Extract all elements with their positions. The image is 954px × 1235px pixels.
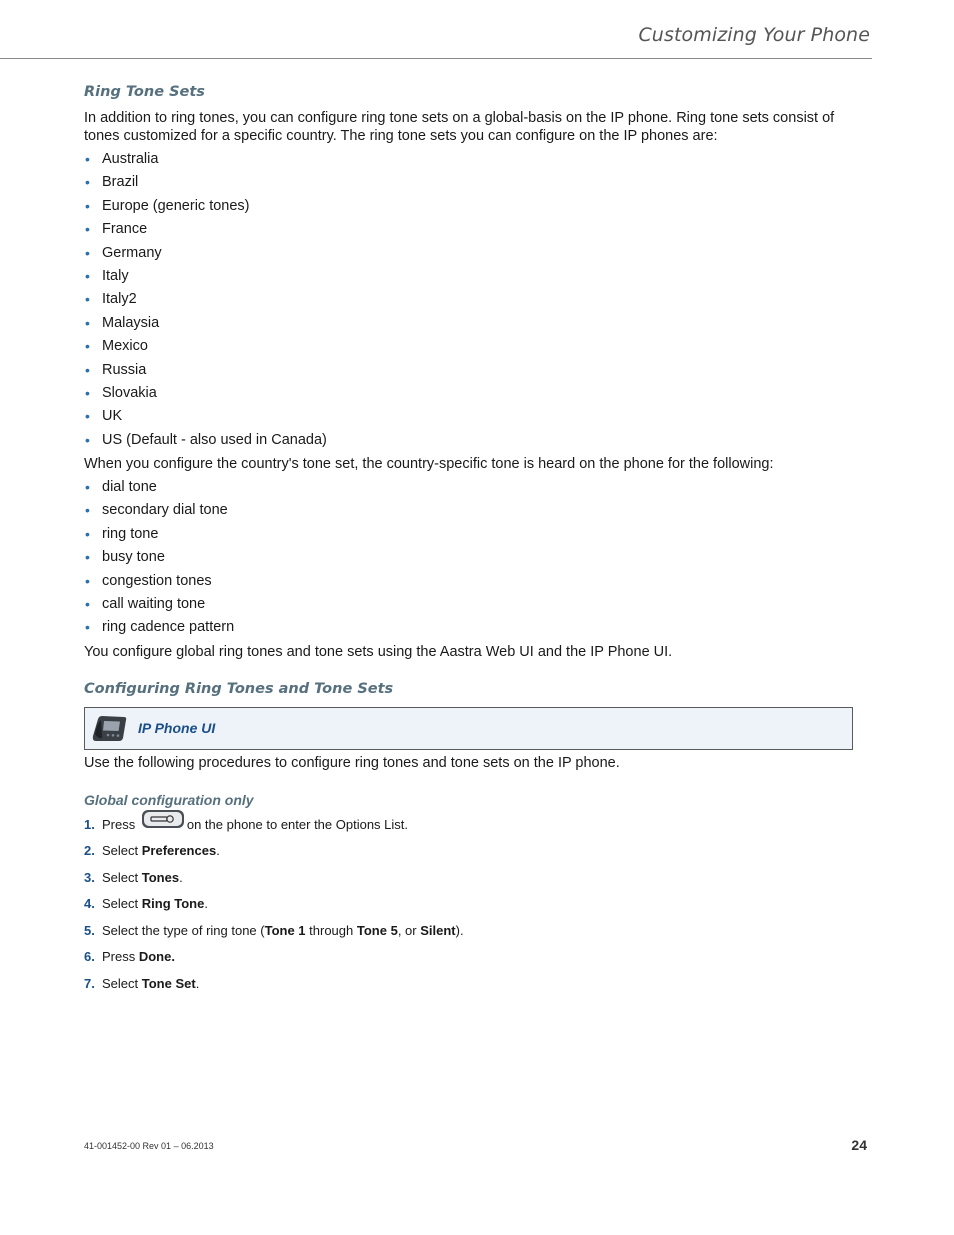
list-item: • Russia xyxy=(85,361,147,378)
tone-intro-paragraph: When you configure the country's tone set, the country-specific tone is heard on the phone for the following: xyxy=(84,456,774,473)
list-item: • Brazil xyxy=(85,174,139,191)
options-key-icon xyxy=(141,809,185,838)
callout-label: IP Phone UI xyxy=(138,719,216,736)
page-number: 24 xyxy=(851,1137,867,1153)
list-item: • Australia xyxy=(85,151,159,167)
page-content xyxy=(84,84,869,997)
procedure-steps xyxy=(84,812,869,998)
step-2: 2. Select Preferences. xyxy=(84,843,220,859)
procedure-intro: Use the following procedures to configure ring tones and tone sets on the IP phone. xyxy=(84,754,620,771)
step-7: 7. Select Tone Set. xyxy=(84,975,200,991)
header-divider xyxy=(0,58,872,59)
procedure-subheading: Global configuration only xyxy=(84,791,254,808)
list-item: • secondary dial tone xyxy=(85,502,228,519)
tone-list xyxy=(84,476,869,640)
list-item: • call waiting tone xyxy=(85,596,206,613)
list-item: • busy tone xyxy=(85,549,165,566)
step-3: 3. Select Tones. xyxy=(84,869,183,885)
list-item: • Europe (generic tones) xyxy=(85,197,250,214)
section-heading-configuring: Configuring Ring Tones and Tone Sets xyxy=(84,680,394,697)
footer-doc-id: 41-001452-00 Rev 01 – 06.2013 xyxy=(84,1141,214,1151)
list-item: • Malaysia xyxy=(85,314,160,331)
desk-phone-icon xyxy=(90,714,130,749)
intro-paragraph: In addition to ring tones, you can configure ring tone sets on a global-basis on the IP phone. Ring tone sets consist of tones customized for a specific country. The ring tone sets you can configure on the IP phones are: xyxy=(84,110,835,144)
running-header-title: Customizing Your Phone xyxy=(638,24,870,46)
list-item: • US (Default - also used in Canada) xyxy=(85,431,327,448)
step-4: 4. Select Ring Tone. xyxy=(84,896,208,912)
list-item: • ring tone xyxy=(85,525,159,542)
step-5: 5. Select the type of ring tone (Tone 1 through Tone 5, or Silent). xyxy=(84,922,464,938)
list-item: • Italy xyxy=(85,267,129,284)
closing-paragraph: You configure global ring tones and tone sets using the Aastra Web UI and the IP Phone UI. xyxy=(84,643,673,660)
section-heading-ring-tone-sets: Ring Tone Sets xyxy=(84,84,205,100)
step-1: 1. Press on the phone to enter the Options List. xyxy=(84,812,869,839)
list-item: • France xyxy=(85,221,148,238)
list-item: • Italy2 xyxy=(85,291,137,308)
list-item: • dial tone xyxy=(85,479,157,496)
step-6: 6. Press Done. xyxy=(84,949,175,965)
list-item: • Germany xyxy=(85,244,162,261)
list-item: • congestion tones xyxy=(85,572,212,589)
list-item: • Slovakia xyxy=(85,384,157,401)
ip-phone-ui-callout xyxy=(84,707,853,750)
list-item: • ring cadence pattern xyxy=(85,619,235,636)
country-list xyxy=(84,148,869,452)
list-item: • UK xyxy=(85,408,123,425)
list-item: • Mexico xyxy=(85,338,148,355)
